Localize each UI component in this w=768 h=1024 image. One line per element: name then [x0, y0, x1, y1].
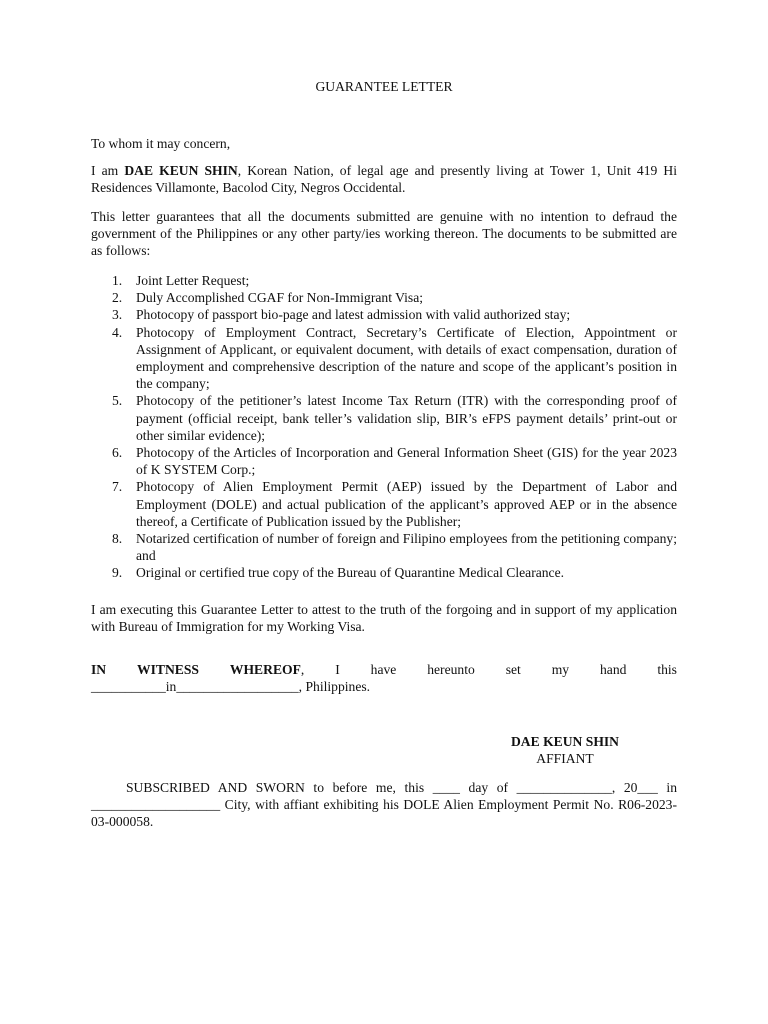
list-item: [91, 530, 677, 564]
list-item: [91, 564, 677, 581]
list-item-text: Notarized certification of number of foreign and Filipino employees from the petitioning company; and: [136, 531, 677, 564]
list-item-number: 6.: [112, 445, 123, 461]
list-item-text: Photocopy of Employment Contract, Secretary’s Certificate of Election, Appointment or Assignment of Applicant, or equivalent document, with details of exact compensation, duration of employment and comprehensive description of the nature and scope of the applicant’s position in the company;: [136, 324, 677, 392]
list-item: [91, 392, 677, 444]
list-item-text: Photocopy of the Articles of Incorporation and General Information Sheet (GIS) for the year 2023 of K SYSTEM Corp.;: [136, 445, 677, 478]
list-item-text: Photocopy of Alien Employment Permit (AEP) issued by the Department of Labor and Employment (DOLE) and actual publication of the applicant’s approved AEP or in the absence thereof, a Certificate of Publication issued by the Publisher;: [136, 479, 677, 529]
list-item-number: 7.: [112, 479, 123, 495]
list-item: [91, 478, 677, 530]
list-item: [91, 324, 677, 393]
witness-paragraph: [91, 661, 677, 695]
affiant-name: DAE KEUN SHIN: [124, 163, 238, 178]
list-item: [91, 272, 677, 289]
witness-word: I: [335, 662, 340, 677]
witness-line-2: ___________in__________________, Philippines.: [91, 679, 371, 695]
witness-word: have: [370, 662, 397, 677]
list-item-number: 4.: [112, 324, 123, 340]
witness-word: this: [657, 662, 677, 677]
signature-block: [450, 733, 680, 767]
witness-word: WHEREOF,: [229, 662, 305, 677]
witness-line-1: [91, 661, 677, 678]
witness-word: hand: [599, 662, 627, 677]
list-item: [91, 444, 677, 478]
witness-word: IN: [91, 662, 107, 677]
intro-paragraph: [91, 162, 677, 196]
list-item-number: 2.: [112, 290, 123, 306]
intro-prefix: I am: [91, 163, 125, 178]
signature-name: DAE KEUN SHIN: [510, 734, 619, 749]
list-item-number: 8.: [112, 531, 123, 547]
salutation: To whom it may concern,: [91, 136, 231, 151]
guarantee-paragraph: This letter guarantees that all the documents submitted are genuine with no intention to defraud the government of the Philippines or any other party/ies working thereon. The documents to be submitted are as follows:: [91, 209, 677, 259]
witness-word: WITNESS: [137, 662, 199, 677]
list-item-number: 5.: [112, 393, 123, 409]
list-item-number: 9.: [112, 565, 123, 581]
witness-word: set: [505, 662, 521, 677]
list-item-text: Photocopy of the petitioner’s latest Income Tax Return (ITR) with the corresponding proof of payment (official receipt, bank teller’s validation slip, BIR’s eFPS payment details’ print-out or other similar evidence);: [136, 393, 677, 443]
list-item-text: Photocopy of passport bio-page and latest admission with valid authorized stay;: [136, 307, 571, 323]
sworn-paragraph: SUBSCRIBED AND SWORN to before me, this ____ day of ______________, 20___ in ___________________ City, with affiant exhibiting his DOLE Alien Employment Permit No. R06-2023-03-000058.: [91, 780, 677, 830]
list-item: [91, 306, 677, 323]
document-title: GUARANTEE LETTER: [315, 79, 453, 94]
intro-rest: , Korean Nation, of legal age and presently living at Tower 1, Unit 419 Hi Residences Villamonte, Bacolod City, Negros Occidental.: [91, 163, 678, 196]
list-item-text: Original or certified true copy of the Bureau of Quarantine Medical Clearance.: [136, 565, 565, 581]
witness-word: hereunto: [427, 662, 475, 677]
list-item-text: Duly Accomplished CGAF for Non-Immigrant Visa;: [136, 290, 424, 306]
executing-paragraph: I am executing this Guarantee Letter to attest to the truth of the forgoing and in support of my application with Bureau of Immigration for my Working Visa.: [91, 602, 677, 635]
documents-list: [91, 272, 677, 582]
witness-word: my: [551, 662, 570, 677]
list-item: [91, 289, 677, 306]
signature-role: AFFIANT: [536, 751, 594, 767]
list-item-number: 1.: [112, 273, 123, 288]
list-item-text: Joint Letter Request;: [136, 273, 250, 288]
list-item-number: 3.: [112, 307, 123, 323]
